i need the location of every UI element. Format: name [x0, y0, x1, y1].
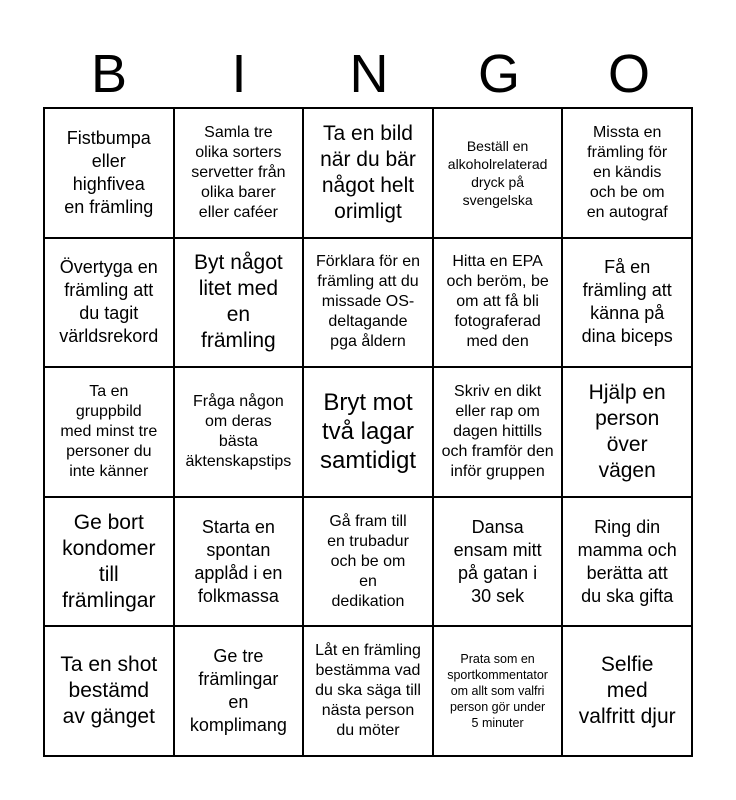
bingo-cell-r3c3[interactable]	[304, 368, 434, 498]
bingo-cell-r2c4[interactable]	[434, 239, 564, 369]
header-letter-n: N	[349, 44, 389, 104]
bingo-cell-r3c1[interactable]	[45, 368, 175, 498]
bingo-cell-r4c3[interactable]	[304, 498, 434, 628]
bingo-cell-r3c4[interactable]	[434, 368, 564, 498]
cell-text: Hjälp en person över vägen	[588, 380, 666, 482]
bingo-cell-r5c3[interactable]	[304, 627, 434, 757]
bingo-cell-r4c1[interactable]	[45, 498, 175, 628]
bingo-grid	[43, 107, 693, 757]
header-letter-b: B	[90, 44, 128, 104]
cell-text: Ta en shot bestämd av gänget	[60, 653, 158, 729]
bingo-cell-r2c1[interactable]	[45, 239, 175, 369]
cell-text: Fistbumpa eller highfivea en främling	[64, 127, 154, 217]
bingo-cell-r1c1[interactable]	[45, 109, 175, 239]
bingo-cell-r1c5[interactable]	[563, 109, 693, 239]
cell-text: Byt något litet med en främling	[194, 251, 283, 353]
bingo-cell-r2c3[interactable]	[304, 239, 434, 369]
bingo-cell-r4c4[interactable]	[434, 498, 564, 628]
cell-text: Ta en bild när du bär något helt orimligt	[320, 121, 416, 223]
cell-text: Starta en spontan applåd i en folkmassa	[194, 516, 283, 606]
cell-text: Ta en gruppbild med minst tre personer du inte känner	[60, 382, 158, 480]
bingo-cell-r4c5[interactable]	[563, 498, 693, 628]
bingo-cell-r5c4[interactable]	[434, 627, 564, 757]
bingo-cell-r3c5[interactable]	[563, 368, 693, 498]
cell-text: Skriv en dikt eller rap om dagen hittills och framför den inför gruppen	[441, 382, 554, 480]
cell-text: Hitta en EPA och beröm, be om att få bli fotograferad med den	[446, 253, 549, 351]
cell-text: Bryt mot två lagar samtidigt	[319, 389, 417, 475]
header-letter-i: I	[231, 44, 247, 104]
bingo-cell-r1c4[interactable]	[434, 109, 564, 239]
cell-text: Dansa ensam mitt på gatan i 30 sek	[453, 516, 542, 606]
cell-text: Prata som en sportkommentator om allt som valfri person gör under 5 minuter	[447, 652, 548, 731]
cell-text: Ge bort kondomer till främlingar	[62, 510, 156, 612]
bingo-cell-r5c1[interactable]	[45, 627, 175, 757]
bingo-cell-r4c2[interactable]	[175, 498, 305, 628]
cell-text: Fråga någon om deras bästa äktenskapstips	[185, 392, 292, 470]
cell-text: Ge tre främlingar en komplimang	[189, 646, 287, 736]
cell-text: Övertyga en främling att du tagit världsrekord	[59, 257, 159, 347]
cell-text: Få en främling att känna på dina biceps	[581, 257, 673, 347]
bingo-cell-r3c2[interactable]	[175, 368, 305, 498]
cell-text: Låt en främling bestämma vad du ska säga till nästa person du möter	[315, 642, 421, 740]
bingo-cell-r1c3[interactable]	[304, 109, 434, 239]
bingo-header	[44, 40, 694, 108]
bingo-cell-r5c5[interactable]	[563, 627, 693, 757]
cell-text: Beställ en alkoholrelaterad dryck på svengelska	[447, 137, 548, 208]
bingo-cell-r2c2[interactable]	[175, 239, 305, 369]
header-letter-g: G	[477, 44, 520, 104]
cell-text: Ring din mamma och berätta att du ska gifta	[577, 516, 677, 606]
cell-text: Gå fram till en trubadur och be om en dedikation	[327, 512, 409, 610]
cell-text: Förklara för en främling att du missade OS- deltagande pga åldern	[315, 253, 421, 351]
bingo-cell-r1c2[interactable]	[175, 109, 305, 239]
header-letter-o: O	[607, 44, 650, 104]
bingo-cell-r5c2[interactable]	[175, 627, 305, 757]
cell-text: Missta en främling för en kändis och be om en autograf	[586, 123, 668, 221]
bingo-cell-r2c5[interactable]	[563, 239, 693, 369]
cell-text: Samla tre olika sorters servetter från olika barer eller caféer	[191, 123, 286, 221]
cell-text: Selfie med valfritt djur	[578, 653, 676, 729]
